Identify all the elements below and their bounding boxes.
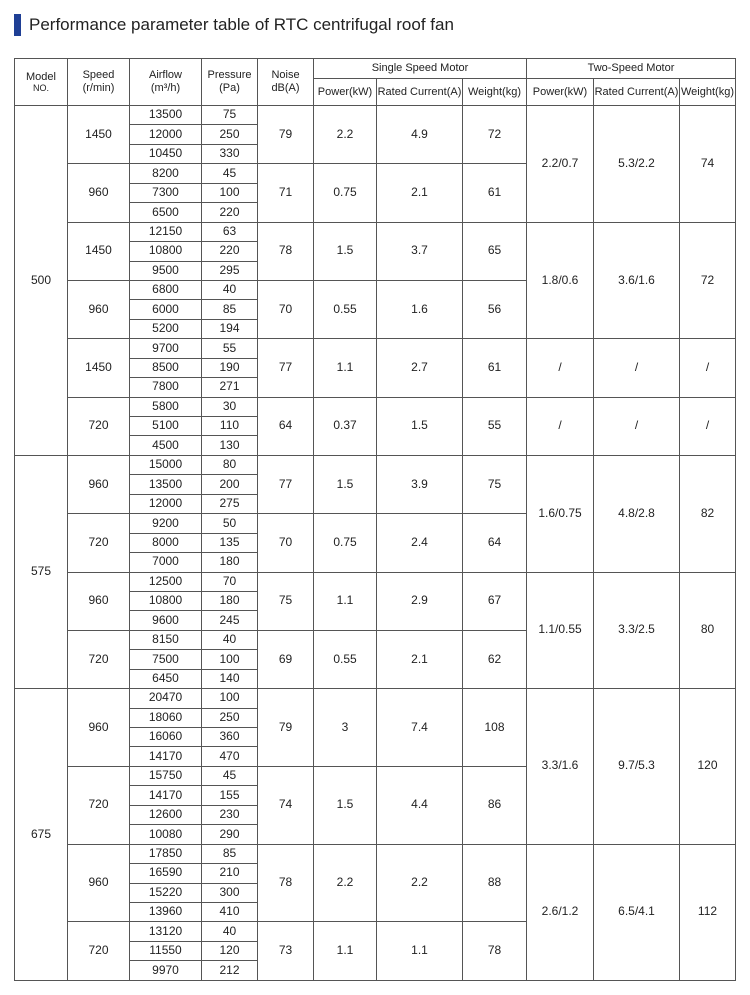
header-two-weight: Weight(kg) xyxy=(680,79,736,106)
airflow-cell: 8150 xyxy=(130,630,202,649)
single-power-cell: 0.55 xyxy=(314,630,377,688)
single-current-cell: 4.4 xyxy=(377,766,463,844)
airflow-cell: 15000 xyxy=(130,455,202,474)
airflow-cell: 4500 xyxy=(130,436,202,455)
table-row xyxy=(15,106,736,125)
header-single-power: Power(kW) xyxy=(314,79,377,106)
model-number-cell: 500 xyxy=(15,106,68,456)
two-current-cell: / xyxy=(594,339,680,397)
pressure-cell: 194 xyxy=(202,319,258,338)
two-current-cell: 6.5/4.1 xyxy=(594,844,680,980)
two-power-cell: / xyxy=(527,339,594,397)
single-current-cell: 2.7 xyxy=(377,339,463,397)
pressure-cell: 70 xyxy=(202,572,258,591)
single-current-cell: 2.1 xyxy=(377,630,463,688)
header-model xyxy=(15,59,68,106)
noise-cell: 70 xyxy=(258,280,314,338)
airflow-cell: 6000 xyxy=(130,300,202,319)
single-weight-cell: 108 xyxy=(463,689,527,767)
speed-cell: 1450 xyxy=(68,222,130,280)
single-power-cell: 0.37 xyxy=(314,397,377,455)
header-model-label: Model xyxy=(26,70,56,83)
single-weight-cell: 62 xyxy=(463,630,527,688)
table-row xyxy=(15,844,736,863)
speed-cell: 720 xyxy=(68,766,130,844)
header-two-power: Power(kW) xyxy=(527,79,594,106)
pressure-cell: 360 xyxy=(202,728,258,747)
speed-cell: 1450 xyxy=(68,339,130,397)
airflow-cell: 10800 xyxy=(130,591,202,610)
single-current-cell: 3.9 xyxy=(377,455,463,513)
pressure-cell: 45 xyxy=(202,766,258,785)
single-weight-cell: 65 xyxy=(463,222,527,280)
airflow-cell: 7000 xyxy=(130,553,202,572)
airflow-cell: 7500 xyxy=(130,650,202,669)
single-power-cell: 2.2 xyxy=(314,844,377,922)
single-power-cell: 1.5 xyxy=(314,455,377,513)
speed-cell: 720 xyxy=(68,922,130,980)
header-two-speed-motor: Two-Speed Motor xyxy=(527,59,736,79)
header-single-speed-motor: Single Speed Motor xyxy=(314,59,527,79)
single-weight-cell: 72 xyxy=(463,106,527,164)
model-number-cell: 675 xyxy=(15,689,68,981)
noise-cell: 64 xyxy=(258,397,314,455)
two-weight-cell: 112 xyxy=(680,844,736,980)
noise-cell: 75 xyxy=(258,572,314,630)
table-row xyxy=(15,222,736,241)
speed-cell: 960 xyxy=(68,844,130,922)
pressure-cell: 40 xyxy=(202,630,258,649)
header-two-current: Rated Current(A) xyxy=(594,79,680,106)
title-bar xyxy=(14,12,454,38)
airflow-cell: 18060 xyxy=(130,708,202,727)
airflow-cell: 9600 xyxy=(130,611,202,630)
pressure-cell: 135 xyxy=(202,533,258,552)
pressure-cell: 55 xyxy=(202,339,258,358)
single-weight-cell: 64 xyxy=(463,514,527,572)
airflow-cell: 9500 xyxy=(130,261,202,280)
header-single-weight: Weight(kg) xyxy=(463,79,527,106)
airflow-cell: 5200 xyxy=(130,319,202,338)
pressure-cell: 275 xyxy=(202,494,258,513)
two-power-cell: 1.1/0.55 xyxy=(527,572,594,689)
header-pressure-label: Pressure xyxy=(207,69,252,82)
pressure-cell: 210 xyxy=(202,864,258,883)
single-weight-cell: 61 xyxy=(463,164,527,222)
airflow-cell: 16060 xyxy=(130,728,202,747)
single-current-cell: 2.1 xyxy=(377,164,463,222)
pressure-cell: 245 xyxy=(202,611,258,630)
header-speed xyxy=(68,59,130,106)
airflow-cell: 15750 xyxy=(130,766,202,785)
airflow-cell: 16590 xyxy=(130,864,202,883)
noise-cell: 77 xyxy=(258,339,314,397)
two-power-cell: 1.8/0.6 xyxy=(527,222,594,339)
airflow-cell: 12000 xyxy=(130,125,202,144)
single-current-cell: 1.1 xyxy=(377,922,463,980)
pressure-cell: 100 xyxy=(202,183,258,202)
single-power-cell: 1.1 xyxy=(314,339,377,397)
single-current-cell: 1.5 xyxy=(377,397,463,455)
header-pressure xyxy=(202,59,258,106)
single-power-cell: 1.1 xyxy=(314,572,377,630)
pressure-cell: 250 xyxy=(202,125,258,144)
airflow-cell: 11550 xyxy=(130,941,202,960)
single-weight-cell: 78 xyxy=(463,922,527,980)
pressure-cell: 120 xyxy=(202,941,258,960)
two-weight-cell: / xyxy=(680,397,736,455)
noise-cell: 74 xyxy=(258,766,314,844)
airflow-cell: 14170 xyxy=(130,786,202,805)
pressure-cell: 271 xyxy=(202,378,258,397)
airflow-cell: 13960 xyxy=(130,902,202,921)
airflow-cell: 6450 xyxy=(130,669,202,688)
pressure-cell: 45 xyxy=(202,164,258,183)
single-weight-cell: 88 xyxy=(463,844,527,922)
two-current-cell: 5.3/2.2 xyxy=(594,106,680,223)
airflow-cell: 7300 xyxy=(130,183,202,202)
two-current-cell: / xyxy=(594,397,680,455)
two-weight-cell: 72 xyxy=(680,222,736,339)
speed-cell: 720 xyxy=(68,397,130,455)
single-current-cell: 4.9 xyxy=(377,106,463,164)
two-current-cell: 4.8/2.8 xyxy=(594,455,680,572)
single-power-cell: 0.75 xyxy=(314,164,377,222)
airflow-cell: 14170 xyxy=(130,747,202,766)
airflow-cell: 8200 xyxy=(130,164,202,183)
pressure-cell: 230 xyxy=(202,805,258,824)
single-weight-cell: 61 xyxy=(463,339,527,397)
header-airflow-unit: (m³/h) xyxy=(150,82,181,94)
airflow-cell: 12000 xyxy=(130,494,202,513)
header-noise xyxy=(258,59,314,106)
header-airflow-label: Airflow xyxy=(148,69,182,82)
two-weight-cell: / xyxy=(680,339,736,397)
noise-cell: 78 xyxy=(258,222,314,280)
speed-cell: 960 xyxy=(68,455,130,513)
pressure-cell: 85 xyxy=(202,844,258,863)
speed-cell: 720 xyxy=(68,630,130,688)
airflow-cell: 15220 xyxy=(130,883,202,902)
noise-cell: 78 xyxy=(258,844,314,922)
airflow-cell: 12150 xyxy=(130,222,202,241)
two-power-cell: / xyxy=(527,397,594,455)
noise-cell: 70 xyxy=(258,514,314,572)
single-current-cell: 3.7 xyxy=(377,222,463,280)
pressure-cell: 220 xyxy=(202,203,258,222)
airflow-cell: 9970 xyxy=(130,961,202,980)
pressure-cell: 30 xyxy=(202,397,258,416)
pressure-cell: 190 xyxy=(202,358,258,377)
pressure-cell: 50 xyxy=(202,514,258,533)
pressure-cell: 80 xyxy=(202,455,258,474)
two-power-cell: 2.2/0.7 xyxy=(527,106,594,223)
airflow-cell: 9200 xyxy=(130,514,202,533)
pressure-cell: 250 xyxy=(202,708,258,727)
pressure-cell: 63 xyxy=(202,222,258,241)
airflow-cell: 20470 xyxy=(130,689,202,708)
pressure-cell: 212 xyxy=(202,961,258,980)
pressure-cell: 330 xyxy=(202,144,258,163)
pressure-cell: 220 xyxy=(202,242,258,261)
two-weight-cell: 74 xyxy=(680,106,736,223)
airflow-cell: 12600 xyxy=(130,805,202,824)
header-noise-unit: dB(A) xyxy=(271,82,300,94)
pressure-cell: 200 xyxy=(202,475,258,494)
speed-cell: 960 xyxy=(68,164,130,222)
speed-cell: 1450 xyxy=(68,106,130,164)
speed-cell: 960 xyxy=(68,572,130,630)
speed-cell: 960 xyxy=(68,280,130,338)
two-current-cell: 3.6/1.6 xyxy=(594,222,680,339)
airflow-cell: 8000 xyxy=(130,533,202,552)
airflow-cell: 8500 xyxy=(130,358,202,377)
two-weight-cell: 80 xyxy=(680,572,736,689)
table-row xyxy=(15,572,736,591)
single-power-cell: 0.75 xyxy=(314,514,377,572)
single-current-cell: 1.6 xyxy=(377,280,463,338)
single-power-cell: 2.2 xyxy=(314,106,377,164)
table-body xyxy=(15,106,736,981)
pressure-cell: 100 xyxy=(202,689,258,708)
airflow-cell: 9700 xyxy=(130,339,202,358)
single-current-cell: 2.9 xyxy=(377,572,463,630)
airflow-cell: 13500 xyxy=(130,475,202,494)
airflow-cell: 10450 xyxy=(130,144,202,163)
header-pressure-unit: (Pa) xyxy=(219,82,240,94)
header-noise-label: Noise xyxy=(271,69,300,82)
page-title: Performance parameter table of RTC centrifugal roof fan xyxy=(29,15,454,34)
airflow-cell: 13500 xyxy=(130,106,202,125)
single-weight-cell: 67 xyxy=(463,572,527,630)
single-current-cell: 7.4 xyxy=(377,689,463,767)
pressure-cell: 85 xyxy=(202,300,258,319)
two-current-cell: 9.7/5.3 xyxy=(594,689,680,845)
table-row xyxy=(15,339,736,358)
pressure-cell: 130 xyxy=(202,436,258,455)
single-current-cell: 2.2 xyxy=(377,844,463,922)
airflow-cell: 17850 xyxy=(130,844,202,863)
pressure-cell: 75 xyxy=(202,106,258,125)
single-weight-cell: 86 xyxy=(463,766,527,844)
pressure-cell: 180 xyxy=(202,591,258,610)
noise-cell: 73 xyxy=(258,922,314,980)
airflow-cell: 5100 xyxy=(130,417,202,436)
two-power-cell: 2.6/1.2 xyxy=(527,844,594,980)
two-weight-cell: 120 xyxy=(680,689,736,845)
pressure-cell: 290 xyxy=(202,825,258,844)
title-accent-bar xyxy=(14,14,21,36)
airflow-cell: 6500 xyxy=(130,203,202,222)
pressure-cell: 155 xyxy=(202,786,258,805)
two-current-cell: 3.3/2.5 xyxy=(594,572,680,689)
pressure-cell: 140 xyxy=(202,669,258,688)
noise-cell: 79 xyxy=(258,689,314,767)
noise-cell: 77 xyxy=(258,455,314,513)
header-single-current: Rated Current(A) xyxy=(377,79,463,106)
pressure-cell: 40 xyxy=(202,922,258,941)
header-airflow xyxy=(130,59,202,106)
airflow-cell: 10080 xyxy=(130,825,202,844)
single-power-cell: 0.55 xyxy=(314,280,377,338)
airflow-cell: 5800 xyxy=(130,397,202,416)
header-speed-label: Speed xyxy=(82,69,115,82)
single-power-cell: 1.1 xyxy=(314,922,377,980)
table-row xyxy=(15,689,736,708)
single-power-cell: 3 xyxy=(314,689,377,767)
noise-cell: 69 xyxy=(258,630,314,688)
noise-cell: 79 xyxy=(258,106,314,164)
two-weight-cell: 82 xyxy=(680,455,736,572)
airflow-cell: 6800 xyxy=(130,280,202,299)
table-row xyxy=(15,455,736,474)
airflow-cell: 12500 xyxy=(130,572,202,591)
pressure-cell: 470 xyxy=(202,747,258,766)
noise-cell: 71 xyxy=(258,164,314,222)
speed-cell: 960 xyxy=(68,689,130,767)
single-weight-cell: 75 xyxy=(463,455,527,513)
pressure-cell: 295 xyxy=(202,261,258,280)
speed-cell: 720 xyxy=(68,514,130,572)
model-number-cell: 575 xyxy=(15,455,68,688)
performance-table xyxy=(14,58,736,981)
header-model-no: NO. xyxy=(32,83,49,94)
airflow-cell: 13120 xyxy=(130,922,202,941)
single-power-cell: 1.5 xyxy=(314,766,377,844)
two-power-cell: 3.3/1.6 xyxy=(527,689,594,845)
pressure-cell: 100 xyxy=(202,650,258,669)
single-weight-cell: 55 xyxy=(463,397,527,455)
header-speed-unit: (r/min) xyxy=(82,82,115,94)
pressure-cell: 300 xyxy=(202,883,258,902)
pressure-cell: 40 xyxy=(202,280,258,299)
pressure-cell: 110 xyxy=(202,417,258,436)
pressure-cell: 410 xyxy=(202,902,258,921)
single-current-cell: 2.4 xyxy=(377,514,463,572)
pressure-cell: 180 xyxy=(202,553,258,572)
table-row xyxy=(15,397,736,416)
two-power-cell: 1.6/0.75 xyxy=(527,455,594,572)
airflow-cell: 7800 xyxy=(130,378,202,397)
single-weight-cell: 56 xyxy=(463,280,527,338)
airflow-cell: 10800 xyxy=(130,242,202,261)
single-power-cell: 1.5 xyxy=(314,222,377,280)
